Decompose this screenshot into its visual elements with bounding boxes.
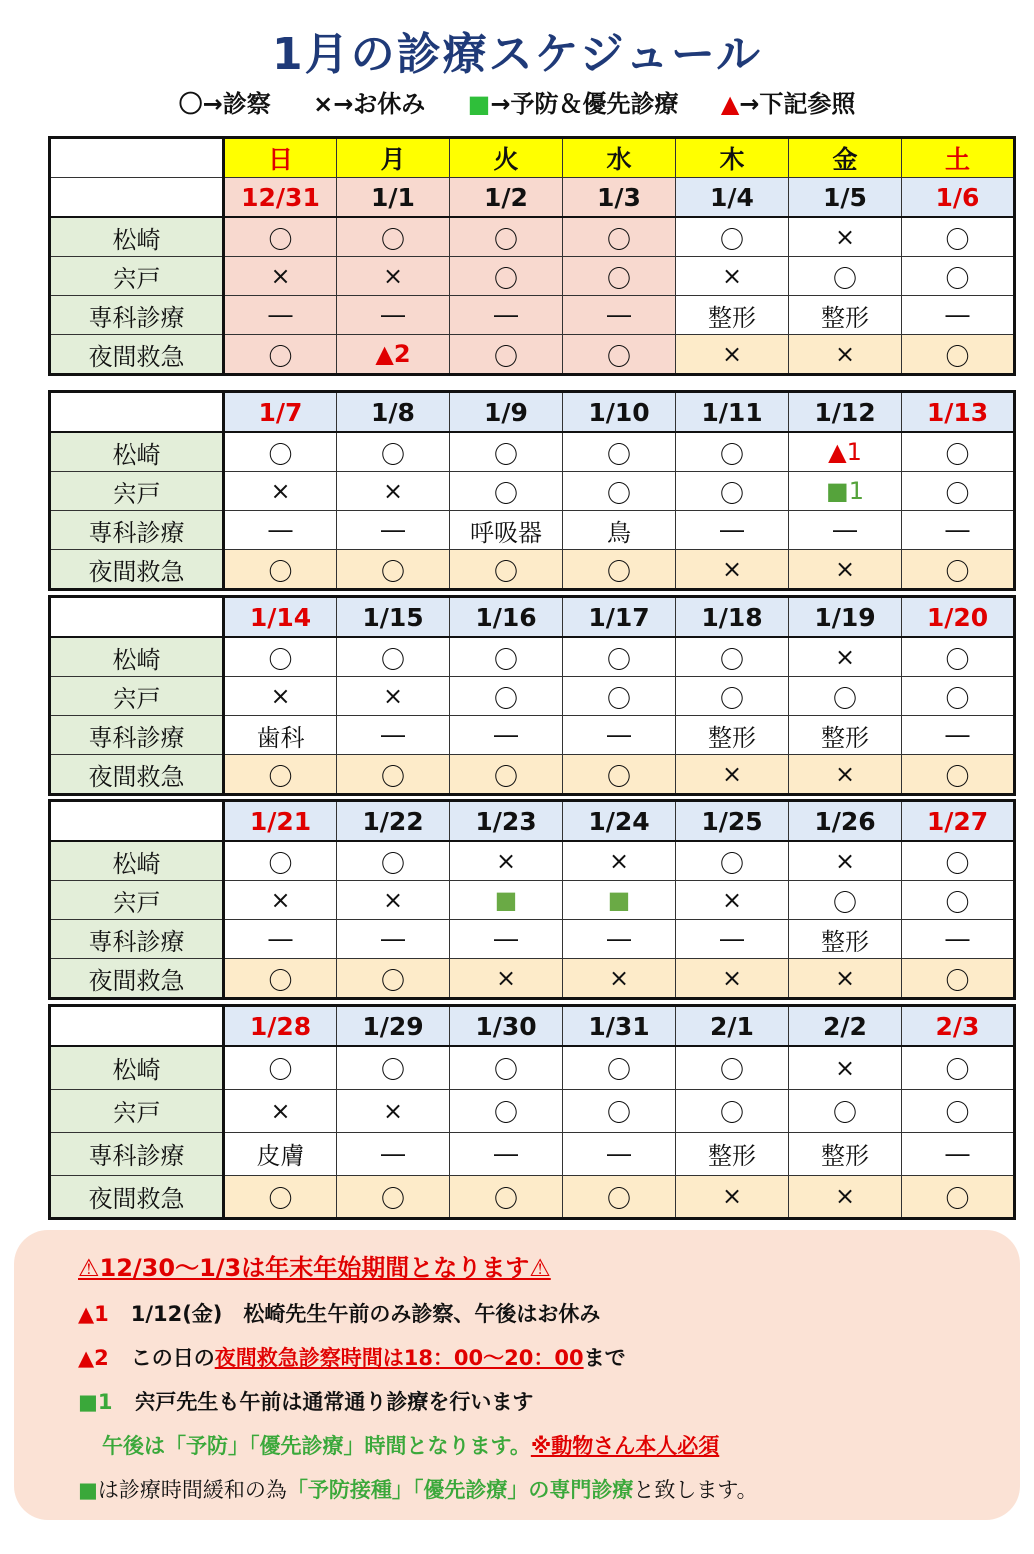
schedule-cell: ― (337, 296, 450, 335)
schedule-cell: 〇 (563, 550, 676, 590)
date-cell: 1/23 (450, 801, 563, 842)
note-2 (78, 1342, 626, 1372)
row-label-night: 夜間救急 (50, 755, 224, 795)
date-cell: 1/18 (676, 597, 789, 638)
schedule-cell: 〇 (450, 677, 563, 716)
schedule-cell: 〇 (676, 1046, 789, 1089)
schedule-cell: ― (563, 296, 676, 335)
schedule-cell: × (224, 472, 337, 511)
schedule-cell: 整形 (789, 920, 902, 959)
date-cell: 1/26 (789, 801, 902, 842)
schedule-cell: × (789, 1046, 902, 1089)
schedule-cell: 歯科 (224, 716, 337, 755)
schedule-cell: 〇 (224, 959, 337, 999)
schedule-cell: 〇 (337, 841, 450, 881)
schedule-week-2 (48, 390, 1016, 591)
schedule-cell: ■1 (789, 472, 902, 511)
schedule-cell: × (789, 217, 902, 257)
schedule-cell: × (337, 881, 450, 920)
note-3-text: 宍戸先生も午前は通常通り診療を行います (134, 1390, 534, 1414)
row-label-night: 夜間救急 (50, 1175, 224, 1218)
green-square-icon: ■ (563, 881, 676, 920)
date-cell: 1/11 (676, 392, 789, 433)
row-label-shishido: 宍戸 (50, 677, 224, 716)
schedule-cell: × (450, 841, 563, 881)
schedule-cell: 〇 (450, 755, 563, 795)
green-square-icon: ■ (78, 1478, 98, 1502)
schedule-cell: × (789, 1175, 902, 1218)
schedule-cell: × (789, 841, 902, 881)
date-cell: 1/30 (450, 1006, 563, 1047)
row-label-matsuzaki: 松崎 (50, 217, 224, 257)
row-label-specialty: 専科診療 (50, 296, 224, 335)
weekday-sat: 土 (902, 138, 1015, 178)
row-label-shishido: 宍戸 (50, 1089, 224, 1132)
schedule-week-3 (48, 595, 1016, 796)
schedule-cell: 〇 (563, 335, 676, 375)
schedule-cell: 〇 (450, 217, 563, 257)
corner-cell (50, 1006, 224, 1047)
schedule-cell: 整形 (676, 1132, 789, 1175)
page-title: 1月の診療スケジュール (272, 29, 762, 80)
schedule-cell: 整形 (789, 716, 902, 755)
schedule-cell: × (224, 257, 337, 296)
schedule-cell: × (676, 881, 789, 920)
row-label-specialty: 専科診療 (50, 1132, 224, 1175)
schedule-cell: 〇 (450, 1089, 563, 1132)
date-cell: 1/21 (224, 801, 337, 842)
schedule-cell: × (224, 1089, 337, 1132)
schedule-cell: 〇 (902, 881, 1015, 920)
date-cell: 1/31 (563, 1006, 676, 1047)
schedule-cell: × (789, 755, 902, 795)
row-label-night: 夜間救急 (50, 550, 224, 590)
date-cell: 1/5 (789, 178, 902, 218)
schedule-cell: × (676, 1175, 789, 1218)
schedule-cell: 〇 (902, 1089, 1015, 1132)
schedule-cell: × (676, 335, 789, 375)
note-4-emphasis: ※動物さん本人必須 (530, 1434, 720, 1458)
schedule-cell: ― (450, 296, 563, 335)
weekday-sun: 日 (224, 138, 337, 178)
date-cell: 1/12 (789, 392, 902, 433)
green-square-icon: ■ (450, 881, 563, 920)
schedule-cell: ― (563, 920, 676, 959)
note-2-emphasis: 夜間救急診察時間は18：00～20：00 (214, 1346, 584, 1370)
row-label-shishido: 宍戸 (50, 472, 224, 511)
red-triangle-icon: ▲2 (78, 1346, 109, 1370)
schedule-cell: 〇 (676, 637, 789, 677)
schedule-cell: 〇 (902, 1175, 1015, 1218)
schedule-cell: × (789, 550, 902, 590)
date-cell: 1/1 (337, 178, 450, 218)
corner-cell (50, 138, 224, 178)
schedule-cell: 〇 (902, 1046, 1015, 1089)
weekday-mon: 月 (337, 138, 450, 178)
date-cell: 1/14 (224, 597, 337, 638)
date-cell: 1/28 (224, 1006, 337, 1047)
date-cell: 1/27 (902, 801, 1015, 842)
schedule-cell: × (676, 755, 789, 795)
schedule-cell: 〇 (789, 257, 902, 296)
row-label-specialty: 専科診療 (50, 920, 224, 959)
date-cell: 1/22 (337, 801, 450, 842)
date-cell: 1/25 (676, 801, 789, 842)
schedule-cell: 〇 (902, 432, 1015, 472)
schedule-week-5 (48, 1004, 1016, 1220)
note-1-text: 1/12(金) 松崎先生午前のみ診察、午後はお休み (130, 1302, 601, 1326)
schedule-cell: 〇 (563, 257, 676, 296)
schedule-cell: × (676, 959, 789, 999)
schedule-cell: ― (902, 511, 1015, 550)
row-label-night: 夜間救急 (50, 335, 224, 375)
schedule-cell: ― (902, 716, 1015, 755)
schedule-cell: 鳥 (563, 511, 676, 550)
schedule-cell: ― (450, 716, 563, 755)
schedule-cell: 〇 (224, 217, 337, 257)
schedule-cell: 〇 (676, 1089, 789, 1132)
schedule-cell: ― (450, 1132, 563, 1175)
schedule-cell: ― (676, 920, 789, 959)
schedule-cell: 〇 (450, 257, 563, 296)
schedule-cell: 〇 (337, 637, 450, 677)
schedule-cell: 〇 (450, 1175, 563, 1218)
schedule-cell: 〇 (563, 677, 676, 716)
schedule-cell: × (337, 1089, 450, 1132)
schedule-cell: ― (902, 296, 1015, 335)
schedule-cell: × (789, 959, 902, 999)
legend-circle: 〇→診察 (178, 90, 271, 118)
schedule-cell: 〇 (902, 550, 1015, 590)
schedule-cell: 〇 (563, 217, 676, 257)
schedule-cell: × (337, 677, 450, 716)
schedule-cell: 〇 (337, 755, 450, 795)
schedule-cell: 〇 (450, 432, 563, 472)
schedule-cell: ― (450, 920, 563, 959)
weekday-fri: 金 (789, 138, 902, 178)
date-cell: 1/17 (563, 597, 676, 638)
schedule-cell: × (563, 841, 676, 881)
schedule-cell: 〇 (337, 959, 450, 999)
note-5-emphasis: 「予防接種」「優先診療」の専門診療 (286, 1478, 634, 1502)
schedule-cell: 〇 (450, 637, 563, 677)
schedule-cell: × (676, 550, 789, 590)
corner-cell (50, 801, 224, 842)
legend-cross: ×→お休み (313, 90, 426, 118)
note-5-pre: は診療時間緩和の為 (97, 1478, 287, 1502)
schedule-cell: 〇 (563, 637, 676, 677)
schedule-cell: 〇 (450, 335, 563, 375)
legend-red-text: →下記参照 (739, 90, 856, 118)
schedule-cell: ― (337, 1132, 450, 1175)
weekday-wed: 水 (563, 138, 676, 178)
legend (0, 84, 1034, 119)
notes-panel (14, 1230, 1020, 1520)
schedule-cell: 〇 (902, 755, 1015, 795)
schedule-cell: ― (337, 511, 450, 550)
date-cell: 2/1 (676, 1006, 789, 1047)
holiday-warning: ⚠12/30～1/3は年末年始期間となります⚠ (78, 1254, 551, 1282)
schedule-cell: × (676, 257, 789, 296)
date-cell: 1/10 (563, 392, 676, 433)
schedule-cell: 〇 (902, 257, 1015, 296)
schedule-cell: × (224, 881, 337, 920)
schedule-cell: 整形 (676, 716, 789, 755)
schedule-cell: ― (224, 511, 337, 550)
row-label-shishido: 宍戸 (50, 881, 224, 920)
schedule-cell: 〇 (337, 432, 450, 472)
date-cell: 2/2 (789, 1006, 902, 1047)
schedule-cell: 整形 (789, 296, 902, 335)
schedule-cell: 〇 (902, 335, 1015, 375)
date-cell: 1/16 (450, 597, 563, 638)
row-label-specialty: 専科診療 (50, 716, 224, 755)
row-label-matsuzaki: 松崎 (50, 637, 224, 677)
date-cell: 1/15 (337, 597, 450, 638)
note-1 (78, 1298, 600, 1328)
schedule-cell: 〇 (902, 472, 1015, 511)
schedule-cell: 〇 (902, 959, 1015, 999)
schedule-cell: 〇 (676, 217, 789, 257)
green-square-icon: ■ (467, 90, 491, 118)
date-cell: 1/20 (902, 597, 1015, 638)
schedule-cell: 呼吸器 (450, 511, 563, 550)
schedule-cell: × (789, 637, 902, 677)
schedule-cell: × (337, 472, 450, 511)
schedule-cell: 〇 (224, 1175, 337, 1218)
schedule-cell: 〇 (676, 432, 789, 472)
row-label-matsuzaki: 松崎 (50, 841, 224, 881)
schedule-cell: × (563, 959, 676, 999)
row-label-night: 夜間救急 (50, 959, 224, 999)
date-cell: 1/6 (902, 178, 1015, 218)
note-4 (102, 1430, 719, 1460)
schedule-cell: 〇 (224, 841, 337, 881)
schedule-cell: 〇 (902, 841, 1015, 881)
schedule-cell: 〇 (676, 472, 789, 511)
date-cell: 1/8 (337, 392, 450, 433)
schedule-cell: ― (337, 716, 450, 755)
date-cell: 1/19 (789, 597, 902, 638)
schedule-cell: 〇 (450, 472, 563, 511)
schedule-cell: × (789, 335, 902, 375)
date-cell: 12/31 (224, 178, 337, 218)
note-5-post: と致します。 (633, 1478, 758, 1502)
date-cell: 1/24 (563, 801, 676, 842)
schedule-cell: 〇 (337, 1046, 450, 1089)
schedule-cell: 〇 (337, 550, 450, 590)
schedule-cell: 〇 (789, 1089, 902, 1132)
schedule-cell: 〇 (224, 335, 337, 375)
schedule-week-4 (48, 799, 1016, 1000)
date-cell: 1/4 (676, 178, 789, 218)
schedule-cell: 〇 (224, 755, 337, 795)
schedule-cell: ― (789, 511, 902, 550)
schedule-cell: 〇 (563, 472, 676, 511)
note-4-text: 午後は「予防」「優先診療」時間となります。 (102, 1434, 531, 1458)
schedule-cell: 〇 (789, 881, 902, 920)
schedule-cell: ― (224, 296, 337, 335)
corner-cell (50, 597, 224, 638)
green-square-icon: ■1 (78, 1390, 113, 1414)
schedule-cell: ― (902, 1132, 1015, 1175)
schedule-cell: ― (337, 920, 450, 959)
schedule-cell: 整形 (676, 296, 789, 335)
row-label-specialty: 専科診療 (50, 511, 224, 550)
schedule-cell: 〇 (563, 755, 676, 795)
schedule-cell: 〇 (563, 1175, 676, 1218)
schedule-cell: 〇 (676, 841, 789, 881)
schedule-cell: 〇 (450, 550, 563, 590)
weekday-thu: 木 (676, 138, 789, 178)
legend-green-text: →予防＆優先診療 (490, 90, 679, 118)
schedule-cell: 〇 (789, 677, 902, 716)
schedule-cell: ▲2 (337, 335, 450, 375)
note-3 (78, 1386, 533, 1416)
schedule-cell: 〇 (224, 1046, 337, 1089)
corner-cell (50, 392, 224, 433)
date-cell: 1/7 (224, 392, 337, 433)
red-triangle-icon: ▲1 (78, 1302, 109, 1326)
date-cell: 1/2 (450, 178, 563, 218)
schedule-cell: 〇 (224, 550, 337, 590)
row-label-matsuzaki: 松崎 (50, 432, 224, 472)
red-triangle-icon: ▲ (720, 90, 740, 118)
schedule-cell: 〇 (902, 637, 1015, 677)
schedule-cell: 〇 (337, 1175, 450, 1218)
date-cell: 1/3 (563, 178, 676, 218)
schedule-cell: 〇 (224, 637, 337, 677)
schedule-week-1 (48, 136, 1016, 376)
schedule-cell: × (224, 677, 337, 716)
note-5 (78, 1474, 758, 1504)
weekday-tue: 火 (450, 138, 563, 178)
schedule-cell: × (450, 959, 563, 999)
schedule-cell: ― (902, 920, 1015, 959)
schedule-cell: ― (224, 920, 337, 959)
schedule-cell: 〇 (337, 217, 450, 257)
date-cell: 1/13 (902, 392, 1015, 433)
schedule-cell: ▲1 (789, 432, 902, 472)
row-label-matsuzaki: 松崎 (50, 1046, 224, 1089)
schedule-cell: 〇 (450, 1046, 563, 1089)
date-cell: 2/3 (902, 1006, 1015, 1047)
schedule-cell: 〇 (563, 432, 676, 472)
date-cell: 1/29 (337, 1006, 450, 1047)
date-cell: 1/9 (450, 392, 563, 433)
row-label-shishido: 宍戸 (50, 257, 224, 296)
schedule-cell: ― (563, 716, 676, 755)
schedule-cell: × (337, 257, 450, 296)
schedule-cell: 〇 (676, 677, 789, 716)
schedule-cell: 〇 (563, 1046, 676, 1089)
note-2-post: まで (583, 1346, 626, 1370)
schedule-cell: 〇 (902, 217, 1015, 257)
schedule-cell: 〇 (563, 1089, 676, 1132)
schedule-cell: ― (563, 1132, 676, 1175)
schedule-cell: 〇 (224, 432, 337, 472)
schedule-cell: 整形 (789, 1132, 902, 1175)
schedule-cell: 〇 (902, 677, 1015, 716)
corner-cell (50, 178, 224, 218)
note-2-pre: この日の (130, 1346, 215, 1370)
schedule-cell: 皮膚 (224, 1132, 337, 1175)
schedule-cell: ― (676, 511, 789, 550)
